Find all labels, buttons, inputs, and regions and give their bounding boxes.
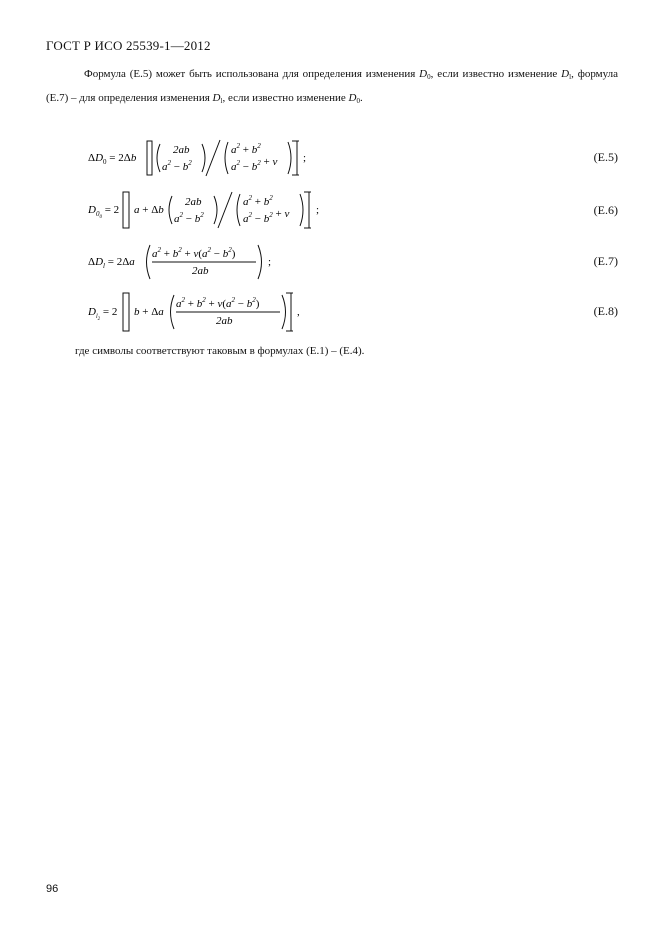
- svg-text:a2 + b2 + ν(a2 − b2): $a^2 + b^2 + \nu(a^2 - b^2)$: [152, 246, 236, 260]
- symbol-d: D: [212, 92, 221, 104]
- svg-text:a2 − b2: $a^2 - b^2$: [174, 211, 204, 225]
- svg-text:2ab: 2ab: [185, 196, 202, 208]
- intro-text-5: .: [360, 92, 363, 104]
- equation-e6: [88, 188, 338, 232]
- svg-text:D00 = 2: $D_00 = 2$: [88, 204, 120, 220]
- svg-text:a2 − b2 + ν: $a^2 - b^2 + \nu$: [231, 156, 278, 173]
- svg-text:b + Δa: b + Δa: [134, 306, 164, 318]
- subscript: 0: [427, 73, 431, 81]
- svg-text:2ab: 2ab: [192, 265, 209, 277]
- svg-text:ΔD0 = 2Δb: $\Delta D_0 = 2\Delta b$: [88, 152, 137, 166]
- svg-text:2ab: 2ab: [173, 144, 190, 156]
- symbols-note: где символы соответствуют таковым в формулах (Е.1) – (Е.4).: [75, 345, 365, 357]
- svg-text:a + Δb: a + Δb: [134, 204, 164, 216]
- page-number: 96: [46, 883, 59, 895]
- equation-number-e8: (Е.8): [593, 304, 618, 318]
- svg-text:a2 + b2: $a^2 + b^2$: [231, 142, 261, 156]
- subscript: l: [569, 73, 572, 81]
- subscript: l: [220, 97, 223, 105]
- intro-text-3: , формула (Е.7) – для определения изменения: [46, 68, 618, 104]
- svg-text:;: ;: [268, 256, 272, 268]
- equation-e5: [88, 136, 328, 180]
- svg-text:ΔDl = 2Δa: $\Delta D_l = 2\Delta a$: [88, 256, 135, 270]
- equation-number-e5: (Е.5): [593, 150, 618, 164]
- intro-paragraph: [46, 64, 618, 112]
- equation-e8: [88, 290, 318, 334]
- svg-text:;: ;: [303, 152, 307, 164]
- svg-text:Dl2 = 2: $D_l2 = 2$: [88, 306, 118, 322]
- svg-text:a2 + b2 + ν(a2 − b2): $a^2 + b^2 + \nu(a^2 - b^2)$: [176, 296, 260, 310]
- svg-text:;: ;: [316, 204, 320, 216]
- subscript: 0: [356, 97, 360, 105]
- intro-text-1: Формула (Е.5) может быть использована для определения изменения: [84, 68, 420, 80]
- symbol-d: D: [419, 68, 428, 80]
- intro-text-4: , если известно изменение: [222, 92, 349, 104]
- equation-e7: [88, 240, 288, 284]
- svg-text:a2 + b2: $a^2 + b^2$: [243, 194, 273, 208]
- symbol-d: D: [561, 68, 570, 80]
- document-header: ГОСТ Р ИСО 25539-1—2012: [46, 38, 211, 53]
- intro-text-2: , если известно изменение: [430, 68, 562, 80]
- svg-text:,: ,: [297, 306, 300, 318]
- svg-text:a2 − b2 + ν: $a^2 - b^2 + \nu$: [243, 208, 290, 225]
- svg-text:a2 − b2: $a^2 - b^2$: [162, 159, 192, 173]
- equation-number-e6: (Е.6): [593, 203, 618, 217]
- symbol-d: D: [348, 92, 357, 104]
- svg-text:2ab: 2ab: [216, 315, 233, 327]
- equation-number-e7: (Е.7): [593, 254, 618, 268]
